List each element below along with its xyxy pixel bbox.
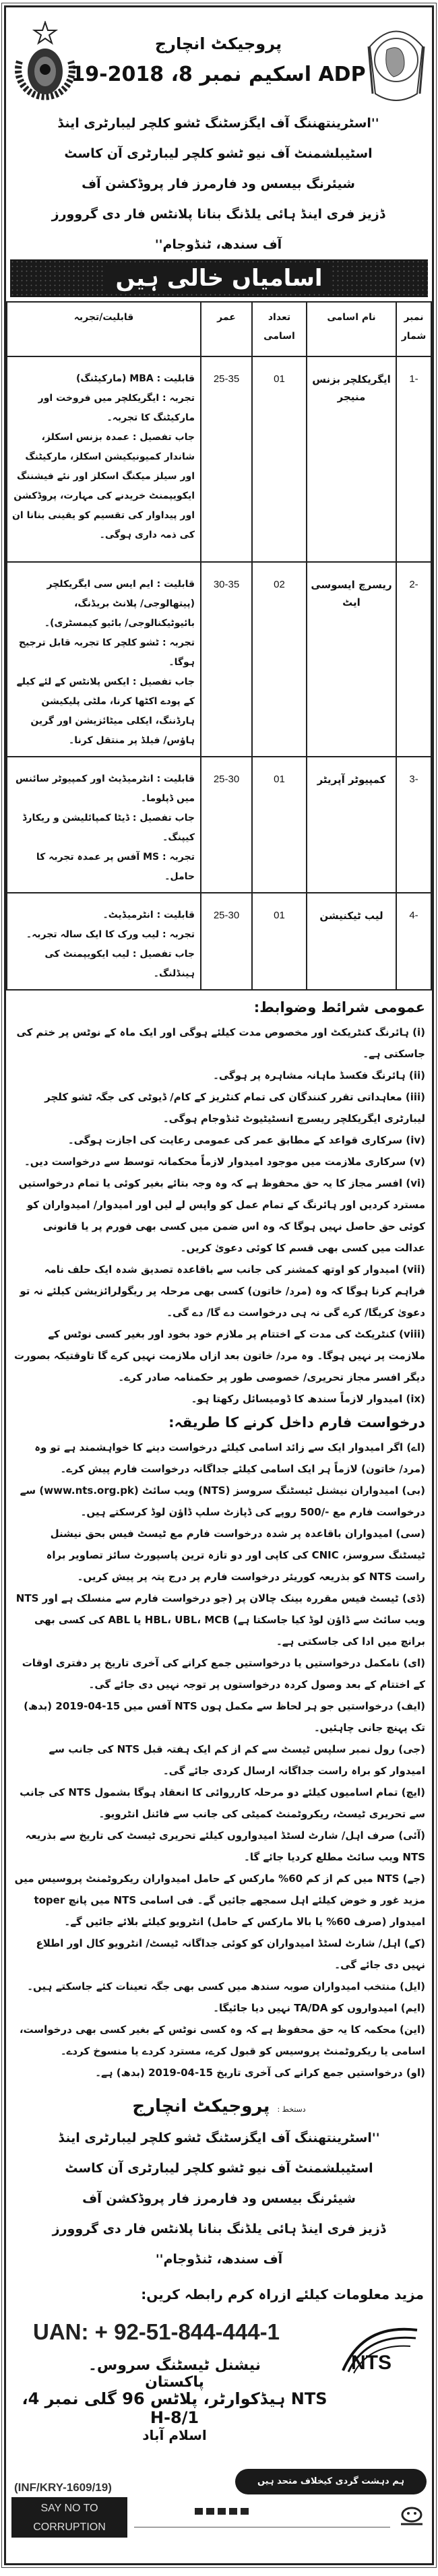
helpline-strip [134,2507,390,2527]
terms-section [13,997,425,2083]
term-item: (ii) ہائرنگ فکسڈ ماہانہ مشاہرہ پر ہوگی۔ [213,1069,425,1081]
serial-cell: -2 [396,562,431,757]
qualification-line: تجربہ : ایگریکلچر میں فروخت اور مارکیٹنگ کا تجربہ۔ [38,393,195,423]
qualification-line: قابلیت : MBA (مارکیٹنگ) [76,373,195,384]
term-item: (vii) امیدوار کو اوتھ کمشنر کی جانب سے باقاعدہ تصدیق شدہ ایک حلف نامہ فراہم کرنا ہوگا کہ وہ (مرد/ خاتون) کسی بھی مرحلہ پر ریگولرائزیشن کیلئے نہ تو دعویٰ کریگا/ کرے گی نہ ہی درخواست دے گا/ دے گی۔ [20,1263,425,1319]
qualification-line: جاب تفصیل : عمدہ بزنس اسکلز، شاندار کمیونیکیشن اسکلز، مارکیٹنگ اور سیلز میکنگ اسکلز اور نئے فیشننگ ایکویپمنٹ خریدنے کی مہارت، پروڈکشن اور پیداوار کی تقسیم کو یقینی بنانا ان کی ذمہ داری ہوگی۔ [11,432,195,540]
term-item: (vi) افسر مجاز کا یہ حق محفوظ ہے کہ وہ وجہ بتائے بغیر کوئی یا تمام درخواستیں مسترد کردیں اور ہائرنگ کے تمام عمل کو واپس لے لیں اور امیدوار/ امیدواران کو کوئی حق حاصل نہیں ہوگا کہ وہ اس ضمن میں کسی بھی فورم پر یا قانونی عدالت میں کسی بھی قسم کا کوئی دعویٰ کریں۔ [18,1177,425,1254]
procedure-item: (اے) اگر امیدوار ایک سے زائد اسامی کیلئے درخواست دینے کا خواہشمند ہے تو وہ (مرد/ خاتون) لازماً ہر ایک اسامی کیلئے جداگانہ درخواست فارم پیش کرے۔ [34,1441,425,1475]
header-title: پروجیکٹ انچارج [154,34,282,53]
qualification-line: تجربہ : MS آفس پر عمدہ تجربہ کا حامل۔ [36,852,195,882]
project-name-line: شیئرنگ بیسس ود فارمرز فار پروڈکشن آف [82,177,355,191]
procedure-item: (ایف) درخواستیں جو ہر لحاظ سے مکمل ہوں NTS آفس میں 15-04-2019 (بدھ) تک پہنچ جانی چاہئیں۔ [24,1700,425,1734]
count-cell: 01 [252,356,307,562]
age-cell: 30-35 [201,562,252,757]
procedure-item: (ای) نامکمل درخواستیں یا درخواستیں جمع کرانے کی آخری تاریخ پر دفتری اوقات کے اختتام کے بعد وصول کردہ درخواستوں پر توجہ نہیں دی جائے گی۔ [22,1657,425,1691]
column-header-age: عمر [201,302,252,356]
project-name-line: ''اسٹرینتھننگ آف ایگزسٹنگ ٹشو کلچر لیبارٹری اینڈ [58,2131,380,2145]
column-header-serial: نمبر شمار [396,302,431,356]
procedure-item: (جے) NTS میں کم از کم 60% مارکس کے حامل امیدواران ریکروٹمنٹ پروسیس میں مزید غور و خوض کیلئے اہل سمجھے جائیں گے۔ فی اسامی NTS میں پانچ toper امیدوار (صرف 60% یا بالا مارکس کے حامل) انٹرویو کیلئے بلائے جائیں گے۔ [14,1873,425,1928]
procedure-item: (کے) اہل/ شارٹ لسٹڈ امیدواران کو کوئی جداگانہ ٹیسٹ/ انٹرویو کال اور اطلاع نہیں دی جائے گی۔ [36,1937,425,1971]
nts-org-name: نیشنل ٹیسٹنگ سروس۔ پاکستان [88,2357,261,2391]
project-name-line: آف سندھ، ٹنڈوجام'' [154,237,282,252]
anti-corruption-mascot-icon [397,2501,427,2528]
qualification-line: جاب تفصیل : لیب ایکویپمنٹ کی ہینڈلنگ۔ [44,949,195,979]
column-header-qualification: قابلیت/تجربہ [7,302,201,356]
scheme-number: ADP اسکیم نمبر 8، 2018-19 [71,63,366,86]
qualification-line: جاب تفصیل : ایکس پلانٹس کے لئے کیلے کے پودے اکٹھا کرنا، ملٹی پلیکیشن ہارڈننگ، ایکلی میٹائزیشن اور گرین ہاؤس/ فیلڈ پر منتقل کرنا۔ [16,677,195,746]
table-row [7,893,431,990]
nts-logo-text: NTS [351,2352,392,2374]
project-name [6,108,431,260]
procedure-item: (این) محکمہ کا یہ حق محفوظ ہے کہ وہ کسی نوٹس کے بغیر کسی بھی درخواست، اسامی یا ریکروٹمنٹ پروسیس کو قبول کرے، مسترد کردے یا منسوخ کردے۔ [19,2023,425,2057]
term-item: (iii) معاہداتی تقرر کنندگان کی تمام کنٹریز کے کام/ ڈیوٹی کی جگہ ٹشو کلچر لیبارٹری ایگریکلچر ریسرچ انسٹیٹیوٹ ٹنڈوجام ہوگی۔ [44,1091,425,1125]
procedure-item: (سی) امیدواران باقاعدہ پر شدہ درخواست فارم مع ٹیسٹ فیس بحق نیشنل ٹیسٹنگ سروسز، CNIC کی کاپی اور دو تازہ ترین پاسپورٹ سائز تصاویر براہ راست NTS کو بذریعہ کوریئر درخواست فارم پر درج پتہ پر پیش کریں۔ [46,1528,425,1583]
signature-block [6,2093,432,2123]
signature-label: دستخط : [277,2105,306,2114]
project-name-line: شیئرنگ بیسس ود فارمرز فار پروڈکشن آف [82,2191,356,2206]
nts-logo-icon [336,2317,421,2381]
post-cell: ریسرچ ایسوسی ایٹ [307,562,396,757]
table-row [7,562,431,757]
age-cell: 25-30 [201,893,252,990]
column-header-count: تعداد اسامی [252,302,307,356]
procedure-item: (ڈی) ٹیسٹ فیس مقررہ بینک چالان پر (جو درخواست فارم سے منسلک ہے اور NTS ویب سائٹ سے ڈاؤن لوڈ کیا جاسکتا ہے) HBL، UBL، MCB یا ABL کی کسی بھی برانچ میں ادا کی جاسکتی ہے۔ [15,1592,425,1647]
post-cell: ایگریکلچر بزنس منیجر [307,356,396,562]
procedure-item: (او) درخواستیں جمع کرانے کی آخری تاریخ 15-04-2019 (بدھ) ہے۔ [95,2067,425,2079]
qualification-cell [7,562,201,757]
ad-border [4,5,434,2565]
terms-heading: عمومی شرائط وضوابط: [253,999,425,1015]
uan-number: UAN: + 92-51-844-444-1 [33,2319,280,2344]
term-item: (iv) سرکاری قواعد کے مطابق عمر کی عمومی رعایت کی اجازت ہوگی۔ [67,1134,425,1146]
procedure-item: (بی) امیدواران نیشنل ٹیسٹنگ سروسز (NTS) ویب سائٹ (www.nts.org.pk) سے درخواست فارم مع -/500 روپے کی ڈپازٹ سلپ ڈاؤن لوڈ کرسکتے ہیں۔ [20,1484,425,1518]
vacancies-banner-text: اسامیاں خالی ہیں [106,265,332,292]
project-name-line: ڈزیز فری اینڈ ہائی یلڈنگ بنانا پلانٹس فار دی گروورز [52,2222,386,2236]
qualification-line: قابلیت : انٹرمیڈیٹ اور کمپیوٹر سائنس میں ڈپلوما۔ [15,774,195,804]
qualification-line: تجربہ : ٹشو کلچر کا تجربہ قابل ترجیح ہوگا۔ [18,637,195,668]
corruption-line-2: CORRUPTION [33,2521,106,2533]
anti-terrorism-slogan: ہم دہشت گردی کیخلاف متحد ہیں [235,2469,427,2494]
table-header-row [7,302,431,356]
count-cell: 01 [252,757,307,893]
project-name-line: ڈزیز فری اینڈ ہائی یلڈنگ بنانا پلانٹس فار دی گروورز [51,207,385,222]
qualification-cell [7,757,201,893]
reference-number: (INF/KRY-1609/19) [14,2481,112,2494]
signature-project-name [6,2123,432,2275]
nts-city: اسلام آباد [142,2427,207,2443]
qualification-line: جاب تفصیل : ڈیٹا کمپائلیشن و ریکارڈ کیپنگ۔ [22,813,195,843]
age-cell: 25-35 [201,356,252,562]
vacancies-banner [10,259,428,297]
contact-heading: مزید معلومات کیلئے ازراہ کرم رابطہ کریں: [141,2286,424,2302]
say-no-to-corruption-box [11,2497,127,2538]
term-item: (v) سرکاری ملازمت میں موجود امیدوار لازماً محکمانہ توسط سے درخواست دیں۔ [24,1156,425,1168]
nts-address: NTS ہیڈکوارٹر، پلاٹس 96 گلی نمبر 4، H-8/1 [22,2389,327,2427]
project-name-line: ''اسٹرینتھننگ آف ایگزسٹنگ ٹشو کلچر لیبارٹری اینڈ [57,116,379,131]
term-item: (viii) کنٹریکٹ کی مدت کے اختتام پر ملازم خود بخود اور بغیر کسی نوٹس کے ملازمت پر نہیں ہوگا۔ وہ مرد/ خاتون بعد ازاں ملازمت نہیں کرے گا تاوقتیکہ بصورت دیگر افسر مجاز تحریری/ خصوصی طور پر حکمنامہ صادر کرے۔ [13,1328,425,1383]
helpline-digits-icon [195,2508,249,2515]
procedure-item: (ایل) منتخب امیدواران صوبہ سندھ میں کسی بھی جگہ تعینات کئے جاسکتے ہیں۔ [27,1980,425,1992]
qualification-cell [7,356,201,562]
count-cell: 01 [252,893,307,990]
serial-cell: -4 [396,893,431,990]
project-name-line: آف سندھ، ٹنڈوجام'' [155,2252,283,2267]
procedure-heading: درخواست فارم داخل کرنے کا طریقہ: [168,1414,425,1431]
column-header-post: نام اسامی [307,302,396,356]
post-cell: کمپیوٹر آپریٹر [307,757,396,893]
term-item: (ix) امیدوار لازماً سندھ کا ڈومیسائل رکھتا ہو۔ [191,1393,425,1405]
qualification-line: قابلیت : ایم ایس سی ایگریکلچر (پیتھالوجی/ پلانٹ بریڈنگ، بائیوٹیکنالوجی/ بائیو کیمسٹری)۔ [44,579,195,629]
term-item: (i) ہائرنگ کنٹریکٹ اور مخصوص مدت کیلئے ہوگی اور ایک ماہ کے نوٹس پر ختم کی جاسکتی ہے۔ [16,1026,425,1060]
procedure-item: (آئی) صرف اہل/ شارٹ لسٹڈ امیدواروں کیلئے تحریری ٹیسٹ کی تاریخ سے بذریعہ NTS ویب سائٹ مطلع کردیا جائے گا۔ [25,1829,425,1863]
qualification-cell [7,893,201,990]
project-name-line: اسٹیبلشمنٹ آف نیو ٹشو کلچر لیبارٹری آن کاسٹ [64,146,373,161]
post-cell: لیب ٹیکنیشن [307,893,396,990]
project-name-line: اسٹیبلشمنٹ آف نیو ٹشو کلچر لیبارٹری آن کاسٹ [65,2161,373,2176]
serial-cell: -3 [396,757,431,893]
procedure-item: (ایم) امیدواروں کو TA/DA نہیں دیا جائیگا۔ [213,2002,425,2014]
signature-name: پروجیکٹ انچارج [132,2096,270,2116]
contact-section [6,2284,432,2540]
procedure-item: (ایچ) تمام اسامیوں کیلئے دو مرحلہ کارروائی کا انعقاد ہوگا بشمول NTS کی جانب سے تحریری ٹیسٹ، ریکروٹمنٹ کمیٹی کی جانب سے فائنل انٹرویو۔ [20,1786,425,1820]
serial-cell: -1 [396,356,431,562]
qualification-line: قابلیت : انٹرمیڈیٹ۔ [102,910,195,920]
count-cell: 02 [252,562,307,757]
procedure-item: (جی) رول نمبر سلپس ٹیسٹ سے کم از کم ایک ہفتہ قبل NTS کی جانب سے امیدوار کو براہ راست جداگانہ ارسال کردی جائے گی۔ [49,1743,425,1777]
vacancies-table [6,301,432,991]
corruption-line-1: SAY NO TO [40,2503,98,2514]
table-row [7,356,431,562]
table-row [7,757,431,893]
age-cell: 25-30 [201,757,252,893]
qualification-line: تجربہ : لیب ورک کا ایک سالہ تجربہ۔ [26,929,195,940]
ad-header [6,7,431,258]
